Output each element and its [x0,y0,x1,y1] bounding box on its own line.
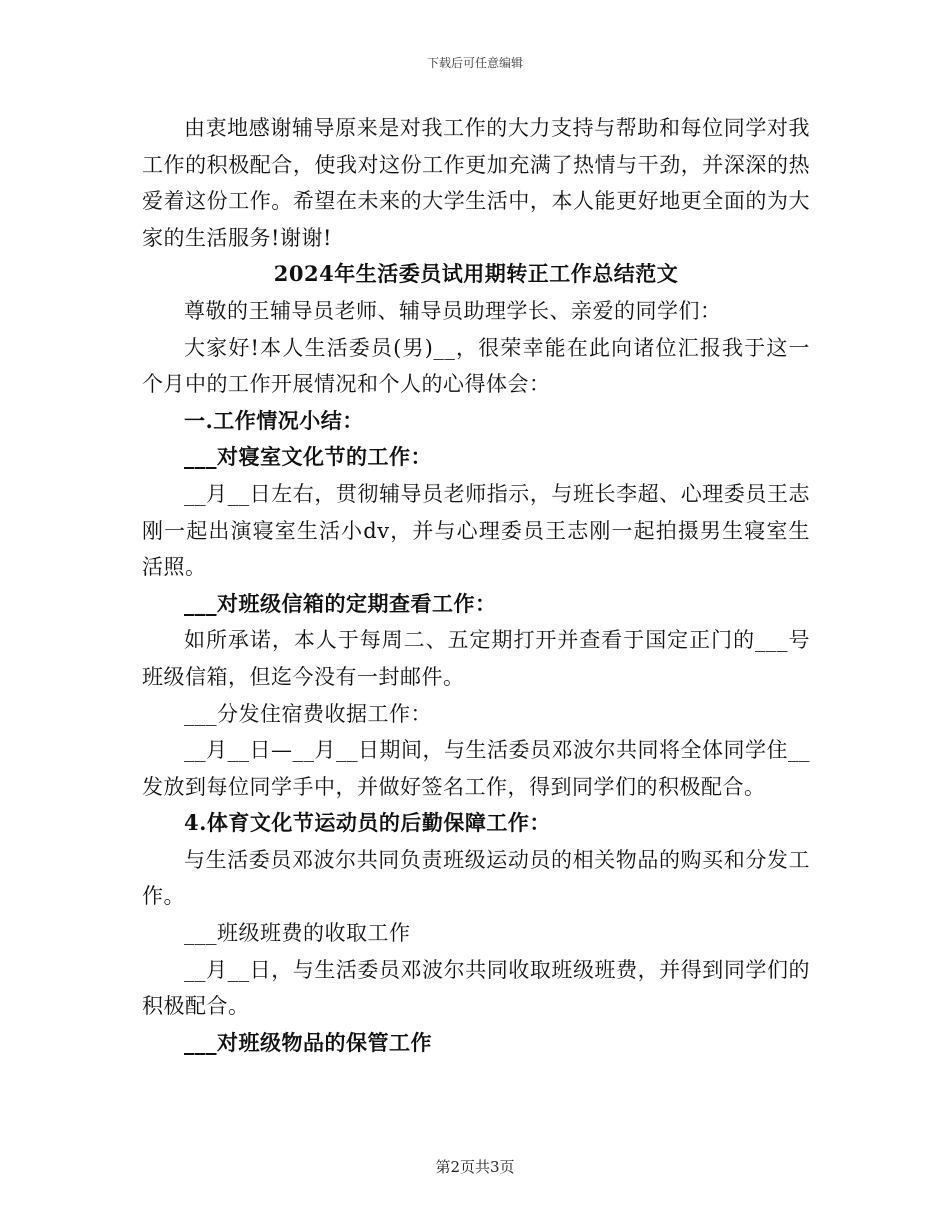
heading-dorm-culture: ___对寝室文化节的工作： [184,444,432,470]
salutation: 尊敬的王辅导员老师、辅导员助理学长、亲爱的同学们： [184,298,722,323]
heading-sports-logistics: 4.体育文化节运动员的后勤保障工作： [184,810,551,836]
paragraph-thanks: 由衷地感谢辅导原来是对我工作的大力支持与帮助和每位同学对我工作的积极配合，使我对这份工作更加充满了热情与干劲，并深深的热爱着这份工作。希望在未来的大学生活中，本人能更好地更全面的为大家的生活服务!谢谢! [142,116,810,250]
heading-work-summary: 一.工作情况小结： [184,407,364,433]
paragraph-mailbox: 如所承诺，本人于每周二、五定期打开并查看于国定正门的___号班级信箱，但迄今没有一封邮件。 [142,628,810,689]
page-footer: 第2页共3页 [435,1158,515,1176]
heading-receipts: ___分发住宿费收据工作： [184,701,432,726]
paragraph-intro: 大家好!本人生活委员(男)__，很荣幸能在此向诸位汇报我于这一个月中的工作开展情况和个人的心得体会： [142,335,810,397]
paragraph-class-fee: __月__日，与生活委员邓波尔共同收取班级班费，并得到同学们的积极配合。 [142,957,810,1019]
section-title: 2024年生活委员试用期转正工作总结范文 [273,261,679,287]
paragraph-dorm-culture: __月__日左右，贯彻辅导员老师指示，与班长李超、心理委员王志刚一起出演寝室生活小dv，并与心理委员王志刚一起拍摄男生寝室生活照。 [142,481,810,580]
heading-class-fee: ___班级班费的收取工作 [184,921,411,946]
heading-class-items: ___对班级物品的保管工作 [184,1029,432,1055]
document-body [142,110,810,1061]
paragraph-sports-logistics: 与生活委员邓波尔共同负责班级运动员的相关物品的购买和分发工作。 [142,847,810,909]
page-header: 下载后可任意编辑 [426,56,523,70]
heading-mailbox: ___对班级信箱的定期查看工作： [184,590,497,616]
paragraph-receipts: __月__日—__月__日期间，与生活委员邓波尔共同将全体同学住__发放到每位同学手中，并做好签名工作，得到同学们的积极配合。 [142,738,810,799]
